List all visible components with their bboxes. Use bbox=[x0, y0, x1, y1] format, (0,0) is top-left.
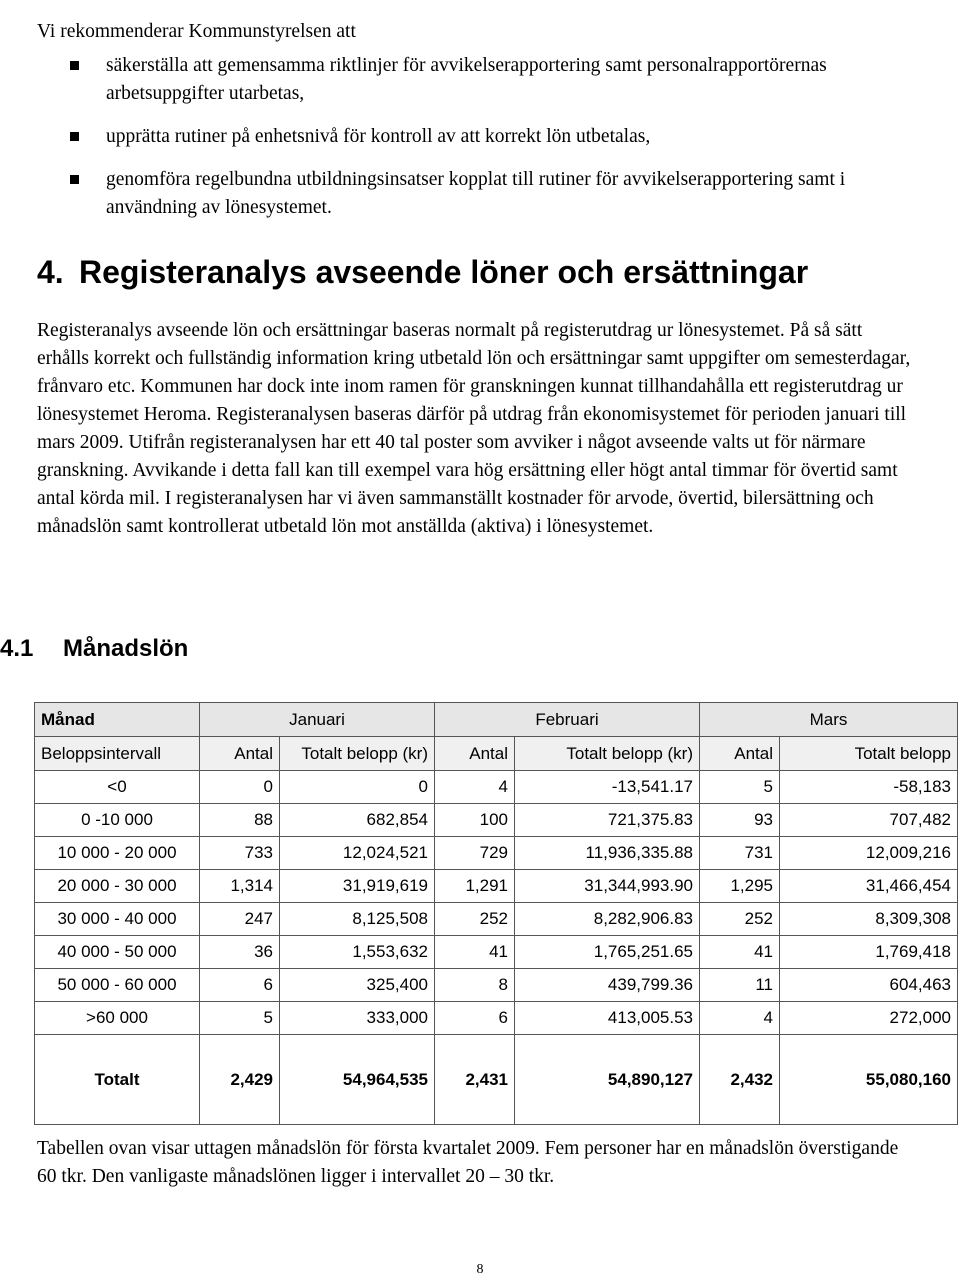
table-cell: 20 000 - 30 000 bbox=[35, 870, 200, 903]
header-cell: Antal bbox=[700, 737, 780, 771]
table-cell: 682,854 bbox=[280, 804, 435, 837]
list-item-text: säkerställa att gemensamma riktlinjer för avvikelserapportering samt personalrapportörernas arbetsuppgifter utarbetas, bbox=[106, 55, 827, 104]
table-cell: 8,282,906.83 bbox=[515, 903, 700, 936]
section-number: 4. bbox=[37, 254, 64, 290]
table-cell: 1,314 bbox=[200, 870, 280, 903]
table-cell: 8 bbox=[435, 969, 515, 1002]
page-number: 8 bbox=[476, 1262, 484, 1277]
table-cell: 11,936,335.88 bbox=[515, 837, 700, 870]
table-cell: 41 bbox=[700, 936, 780, 969]
table-cell: 6 bbox=[200, 969, 280, 1002]
table-cell: 4 bbox=[435, 771, 515, 804]
table-cell: 0 -10 000 bbox=[35, 804, 200, 837]
table-row bbox=[35, 870, 958, 903]
table-cell: 439,799.36 bbox=[515, 969, 700, 1002]
table-cell: 2,432 bbox=[700, 1035, 780, 1125]
table-cell: 707,482 bbox=[780, 804, 958, 837]
section-number: 4.1 bbox=[0, 635, 34, 662]
header-cell: Totalt belopp (kr) bbox=[280, 737, 435, 771]
table-cell: 10 000 - 20 000 bbox=[35, 837, 200, 870]
table-cell: 604,463 bbox=[780, 969, 958, 1002]
table-cell: 413,005.53 bbox=[515, 1002, 700, 1035]
recommendation-list bbox=[70, 52, 930, 237]
section-4-1-heading bbox=[0, 633, 188, 665]
table-cell: 88 bbox=[200, 804, 280, 837]
list-item-text: genomföra regelbundna utbildningsinsatser kopplat till rutiner för avvikelserapportering samt i användning av lönesystemet. bbox=[106, 169, 846, 218]
total-row bbox=[35, 1035, 958, 1125]
table-cell: 40 000 - 50 000 bbox=[35, 936, 200, 969]
table-summary-paragraph: Tabellen ovan visar uttagen månadslön för första kvartalet 2009. Fem personer har en månadslön överstigande 60 tkr. Den vanligaste månadslönen ligger i intervallet 20 – 30 tkr. bbox=[37, 1138, 899, 1187]
table-cell: Totalt bbox=[35, 1035, 200, 1125]
table-cell: 729 bbox=[435, 837, 515, 870]
list-item-text: upprätta rutiner på enhetsnivå för kontroll av att korrekt lön utbetalas, bbox=[106, 126, 651, 147]
table-cell: 721,375.83 bbox=[515, 804, 700, 837]
table-cell: 0 bbox=[280, 771, 435, 804]
table-cell: 325,400 bbox=[280, 969, 435, 1002]
table-cell: 252 bbox=[700, 903, 780, 936]
table-cell: 31,466,454 bbox=[780, 870, 958, 903]
table-cell: 733 bbox=[200, 837, 280, 870]
table-cell: 252 bbox=[435, 903, 515, 936]
table-cell: 731 bbox=[700, 837, 780, 870]
table-cell: <0 bbox=[35, 771, 200, 804]
table-cell: 31,344,993.90 bbox=[515, 870, 700, 903]
table-cell: 41 bbox=[435, 936, 515, 969]
list-item bbox=[70, 52, 930, 108]
header-cell: Totalt belopp (kr) bbox=[515, 737, 700, 771]
table-cell: 93 bbox=[700, 804, 780, 837]
table-cell: 5 bbox=[700, 771, 780, 804]
table-cell: 54,964,535 bbox=[280, 1035, 435, 1125]
table-cell: 100 bbox=[435, 804, 515, 837]
header-cell: Mars bbox=[700, 703, 958, 737]
table-cell: 31,919,619 bbox=[280, 870, 435, 903]
table-cell: 2,429 bbox=[200, 1035, 280, 1125]
table-cell: 1,769,418 bbox=[780, 936, 958, 969]
header-cell: Antal bbox=[435, 737, 515, 771]
table-cell: 11 bbox=[700, 969, 780, 1002]
section-4-paragraph: Registeranalys avseende lön och ersättningar baseras normalt på registerutdrag ur lönesystemet. På så sätt erhålls korrekt och fullständig information kring utbetald lön och ersättningar samt uppgifter om semesterdagar, frånvaro etc. Kommunen har dock inte inom ramen för granskningen kunnat tillhandahålla ett registerutdrag ur lönesystemet Heroma. Registeranalysen baseras därför på utdrag från ekonomisystemet för perioden januari till mars 2009. Utifrån registeranalysen har ett 40 tal poster som avviker i något avseende valts ut för närmare granskning. Avvikande i detta fall kan till exempel vara hög ersättning eller högt antal timmar för övertid samt antal körda mil. I registeranalysen har vi även sammanställt kostnader för arvode, övertid, bilersättning och månadslön samt kontrollerat utbetald lön mot anställda (aktiva) i lönesystemet. bbox=[37, 320, 911, 537]
intro-text: Vi rekommenderar Kommunstyrelsen att bbox=[37, 20, 356, 42]
table-row bbox=[35, 771, 958, 804]
header-cell: Beloppsintervall bbox=[35, 737, 200, 771]
sub-header-row bbox=[35, 737, 958, 771]
table-cell: 12,009,216 bbox=[780, 837, 958, 870]
table-cell: 12,024,521 bbox=[280, 837, 435, 870]
header-cell: Januari bbox=[200, 703, 435, 737]
table-cell: 30 000 - 40 000 bbox=[35, 903, 200, 936]
table-cell: 54,890,127 bbox=[515, 1035, 700, 1125]
table-cell: >60 000 bbox=[35, 1002, 200, 1035]
bullet-square-icon bbox=[70, 61, 79, 70]
table-cell: 247 bbox=[200, 903, 280, 936]
header-cell: Antal bbox=[200, 737, 280, 771]
table-row bbox=[35, 969, 958, 1002]
header-cell: Totalt belopp bbox=[780, 737, 958, 771]
table-cell: 8,125,508 bbox=[280, 903, 435, 936]
table-cell: 50 000 - 60 000 bbox=[35, 969, 200, 1002]
header-cell: Februari bbox=[435, 703, 700, 737]
table-cell: 5 bbox=[200, 1002, 280, 1035]
list-item bbox=[70, 123, 930, 151]
table-cell: -13,541.17 bbox=[515, 771, 700, 804]
section-4-heading bbox=[37, 252, 808, 292]
table-cell: 4 bbox=[700, 1002, 780, 1035]
list-item bbox=[70, 166, 930, 222]
table-row bbox=[35, 936, 958, 969]
table-cell: 8,309,308 bbox=[780, 903, 958, 936]
bullet-square-icon bbox=[70, 132, 79, 141]
table-cell: 1,295 bbox=[700, 870, 780, 903]
table-cell: 36 bbox=[200, 936, 280, 969]
table-cell: 0 bbox=[200, 771, 280, 804]
header-cell: Månad bbox=[35, 703, 200, 737]
table-cell: 6 bbox=[435, 1002, 515, 1035]
section-title: Registeranalys avseende löner och ersättningar bbox=[79, 254, 809, 290]
table-cell: 1,291 bbox=[435, 870, 515, 903]
bullet-square-icon bbox=[70, 175, 79, 184]
table-row bbox=[35, 804, 958, 837]
table-cell: -58,183 bbox=[780, 771, 958, 804]
table-cell: 333,000 bbox=[280, 1002, 435, 1035]
table-cell: 1,765,251.65 bbox=[515, 936, 700, 969]
table-cell: 1,553,632 bbox=[280, 936, 435, 969]
table-row bbox=[35, 903, 958, 936]
table-row bbox=[35, 837, 958, 870]
table-row bbox=[35, 1002, 958, 1035]
table-cell: 272,000 bbox=[780, 1002, 958, 1035]
section-title: Månadslön bbox=[63, 635, 189, 662]
table-cell: 55,080,160 bbox=[780, 1035, 958, 1125]
monthly-salary-table bbox=[34, 702, 958, 1125]
month-header-row bbox=[35, 703, 958, 737]
table-cell: 2,431 bbox=[435, 1035, 515, 1125]
